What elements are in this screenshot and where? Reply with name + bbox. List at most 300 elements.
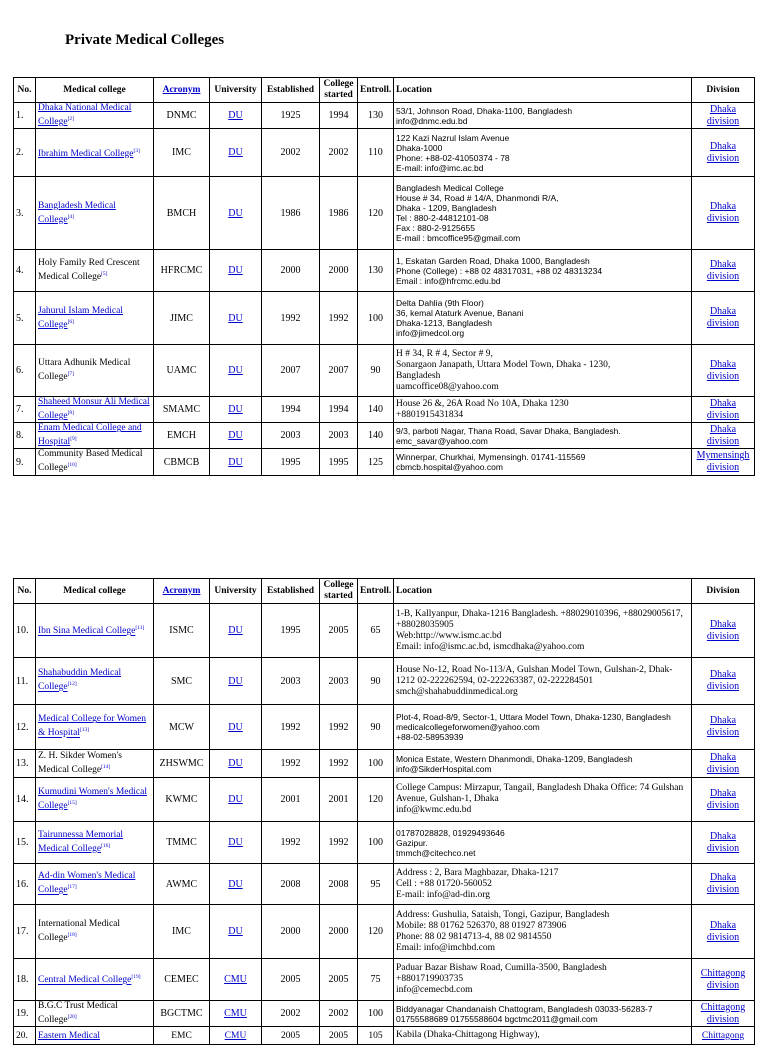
college-name[interactable]: Shahabuddin Medical College <box>38 668 122 693</box>
header-no: No. <box>14 579 36 604</box>
row-number: 8. <box>14 423 36 449</box>
college-name-cell <box>36 864 154 905</box>
college-name-cell <box>36 103 154 129</box>
row-number: 6. <box>14 345 36 397</box>
row-number: 10. <box>14 604 36 658</box>
university-cell <box>210 750 262 778</box>
college-name-cell <box>36 345 154 397</box>
acronym: BMCH <box>154 177 210 250</box>
division-link[interactable]: Chittagong division <box>700 967 746 991</box>
started: 2005 <box>320 604 358 658</box>
university-link[interactable]: DU <box>228 312 243 324</box>
header-college: Medical college <box>36 579 154 604</box>
division-cell <box>692 658 755 705</box>
location: House No-12, Road No-113/A, Gulshan Model Town, Gulshan-2, Dhak-1212 02-222262594, 02-222263387, 02-222284501 smch@shahabuddinmedical.org <box>394 658 692 705</box>
started: 2002 <box>320 1001 358 1027</box>
enroll: 75 <box>358 959 394 1001</box>
division-cell <box>692 864 755 905</box>
university-cell <box>210 1001 262 1027</box>
established: 2005 <box>262 1027 320 1045</box>
started: 1992 <box>320 750 358 778</box>
row-number: 9. <box>14 449 36 475</box>
reference-link[interactable]: [17] <box>67 884 77 891</box>
started: 1992 <box>320 292 358 345</box>
enroll: 140 <box>358 397 394 423</box>
division-link[interactable]: Dhaka division <box>706 306 740 330</box>
university-link[interactable]: DU <box>228 147 243 159</box>
row-number: 13. <box>14 750 36 778</box>
college-name[interactable]: Ibn Sina Medical College <box>38 626 136 637</box>
college-name: Z. H. Sikder Women's Medical College <box>38 750 122 776</box>
location: Kabila (Dhaka-Chittagong Highway), <box>394 1027 692 1045</box>
acronym: EMC <box>154 1027 210 1045</box>
location: Address: Gushulia, Sataish, Tongi, Gazipur, Bangladesh Mobile: 88 01762 526370, 88 01927 873906 Phone: 88 02 9814713-4, 88 02 9814550 Email: info@imchbd.com <box>394 905 692 959</box>
college-row <box>14 959 755 1001</box>
division-cell <box>692 822 755 864</box>
acronym: CEMEC <box>154 959 210 1001</box>
row-number: 20. <box>14 1027 36 1045</box>
enroll: 110 <box>358 129 394 177</box>
started: 2005 <box>320 959 358 1001</box>
enroll: 120 <box>358 778 394 822</box>
started: 1994 <box>320 103 358 129</box>
division-link[interactable]: Dhaka division <box>706 358 740 382</box>
university-cell <box>210 822 262 864</box>
location: H # 34, R # 4, Sector # 9, Sonargaon Janapath, Uttara Model Town, Dhaka - 1230, Bangladesh uamcoffice08@yahoo.com <box>394 345 692 397</box>
established: 2003 <box>262 423 320 449</box>
established: 2008 <box>262 864 320 905</box>
header-division: Division <box>692 78 755 103</box>
started: 2005 <box>320 1027 358 1045</box>
row-number: 1. <box>14 103 36 129</box>
enroll: 65 <box>358 604 394 658</box>
college-name-cell <box>36 658 154 705</box>
college-name[interactable]: Shaheed Monsur Ali Medical College <box>38 397 150 422</box>
enroll: 100 <box>358 822 394 864</box>
college-name-cell <box>36 1001 154 1027</box>
header-college: Medical college <box>36 78 154 103</box>
university-link[interactable]: DU <box>228 675 243 687</box>
college-name-cell <box>36 449 154 475</box>
division-link[interactable]: Dhaka division <box>706 103 740 127</box>
header-row <box>14 78 755 103</box>
location: Paduar Bazar Bishaw Road, Cumilla-3500, Bangladesh +8801719903735 info@cemecbd.com <box>394 959 692 1001</box>
acronym: ISMC <box>154 604 210 658</box>
started: 1992 <box>320 822 358 864</box>
university-link[interactable]: DU <box>228 110 243 122</box>
established: 2001 <box>262 778 320 822</box>
college-name[interactable]: Medical College for Women & Hospital <box>38 714 147 739</box>
college-row <box>14 750 755 778</box>
reference-link[interactable]: [20] <box>67 1014 77 1020</box>
reference-link[interactable]: [3] <box>133 147 140 154</box>
location: 53/1, Johnson Road, Dhaka-1100, Bangladesh info@dnmc.edu.bd <box>394 103 692 129</box>
division-cell <box>692 705 755 750</box>
header-university: University <box>210 579 262 604</box>
college-row <box>14 1001 755 1027</box>
division-link[interactable]: Dhaka division <box>706 751 740 775</box>
college-row <box>14 864 755 905</box>
header-enroll: Entroll. <box>358 579 394 604</box>
college-name: B.G.C Trust Medical College <box>38 1001 118 1026</box>
university-cell <box>210 449 262 475</box>
division-link[interactable]: Chittagong <box>701 1030 745 1041</box>
acronym: SMAMC <box>154 397 210 423</box>
division-cell <box>692 750 755 778</box>
college-name[interactable]: Dhaka National Medical College <box>38 103 132 128</box>
college-row <box>14 250 755 292</box>
location: Delta Dahlia (9th Floor) 36, kemal Ataturk Avenue, Banani Dhaka-1213, Bangladesh info@jimedcol.org <box>394 292 692 345</box>
started: 2007 <box>320 345 358 397</box>
college-row <box>14 345 755 397</box>
reference-link[interactable]: [2] <box>67 116 74 122</box>
acronym: AWMC <box>154 864 210 905</box>
university-cell <box>210 778 262 822</box>
established: 2007 <box>262 345 320 397</box>
university-link[interactable]: DU <box>228 926 243 937</box>
acronym: CBMCB <box>154 449 210 475</box>
university-link[interactable]: DU <box>228 758 243 769</box>
division-link[interactable]: Dhaka division <box>706 140 740 164</box>
college-name[interactable]: Eastern Medical <box>38 1030 100 1041</box>
university-cell <box>210 397 262 423</box>
university-link[interactable]: DU <box>228 430 243 442</box>
established: 1925 <box>262 103 320 129</box>
header-acronym[interactable]: Acronym <box>154 579 210 604</box>
row-number: 17. <box>14 905 36 959</box>
university-cell <box>210 250 262 292</box>
university-cell <box>210 1027 262 1045</box>
enroll: 90 <box>358 658 394 705</box>
reference-link[interactable]: [12] <box>67 681 77 688</box>
division-link[interactable]: Dhaka division <box>706 258 740 282</box>
college-name[interactable]: Ad-din Women's Medical College <box>38 871 136 896</box>
header-university: University <box>210 78 262 103</box>
header-established: Established <box>262 579 320 604</box>
location: Monica Estate, Western Dhanmondi, Dhaka-1209, Bangladesh info@SikderHospital.com <box>394 750 692 778</box>
reference-link[interactable]: [13] <box>79 727 90 734</box>
university-cell <box>210 423 262 449</box>
established: 1992 <box>262 822 320 864</box>
reference-link[interactable]: [5] <box>101 271 108 278</box>
college-name-cell <box>36 292 154 345</box>
acronym: DNMC <box>154 103 210 129</box>
college-name[interactable]: Ibrahim Medical College <box>38 148 134 159</box>
college-name-cell <box>36 250 154 292</box>
row-number: 12. <box>14 705 36 750</box>
college-name-cell <box>36 959 154 1001</box>
university-link[interactable]: CMU <box>224 974 247 985</box>
acronym: SMC <box>154 658 210 705</box>
started: 1994 <box>320 397 358 423</box>
university-link[interactable]: DU <box>228 365 243 377</box>
division-cell <box>692 423 755 449</box>
established: 2002 <box>262 1001 320 1027</box>
college-name[interactable]: Jahurul Islam Medical College <box>38 305 123 330</box>
started: 2003 <box>320 423 358 449</box>
division-cell <box>692 1001 755 1027</box>
header-acronym[interactable]: Acronym <box>154 78 210 103</box>
established: 1994 <box>262 397 320 423</box>
division-link[interactable]: Dhaka division <box>706 201 740 225</box>
reference-link[interactable]: [14] <box>101 763 111 770</box>
established: 1995 <box>262 449 320 475</box>
enroll: 100 <box>358 750 394 778</box>
division-cell <box>692 604 755 658</box>
university-link[interactable]: DU <box>228 625 243 636</box>
established: 1992 <box>262 705 320 750</box>
header-enroll: Entroll. <box>358 78 394 103</box>
college-row <box>14 778 755 822</box>
started: 1995 <box>320 449 358 475</box>
reference-link[interactable]: [10] <box>67 462 77 469</box>
row-number: 11. <box>14 658 36 705</box>
division-link[interactable]: Dhaka division <box>706 618 740 642</box>
university-link[interactable]: DU <box>228 878 243 890</box>
college-row <box>14 423 755 449</box>
division-cell <box>692 103 755 129</box>
division-link[interactable]: Dhaka division <box>706 872 740 895</box>
acronym: HFRCMC <box>154 250 210 292</box>
established: 2002 <box>262 129 320 177</box>
acronym: ZHSWMC <box>154 750 210 778</box>
college-name-cell <box>36 822 154 864</box>
division-link[interactable]: Dhaka division <box>706 397 740 421</box>
header-location: Location <box>394 579 692 604</box>
colleges-table-2 <box>13 578 755 1045</box>
division-link[interactable]: Chittagong division <box>700 1001 746 1025</box>
university-cell <box>210 864 262 905</box>
college-name[interactable]: Enam Medical College and Hospital <box>38 423 142 448</box>
division-cell <box>692 250 755 292</box>
established: 1992 <box>262 750 320 778</box>
college-name[interactable]: Bangladesh Medical College <box>38 200 116 225</box>
university-cell <box>210 345 262 397</box>
acronym: EMCH <box>154 423 210 449</box>
reference-link[interactable]: [11] <box>135 625 145 632</box>
college-name-cell <box>36 1027 154 1045</box>
college-row <box>14 449 755 475</box>
acronym: IMC <box>154 129 210 177</box>
division-cell <box>692 959 755 1001</box>
location: Biddyanagar Chandanaish Chattogram, Bangladesh 03033-56283-7 01755588689 01755588604 bgctmc2011@gmail.com <box>394 1001 692 1027</box>
division-cell <box>692 129 755 177</box>
enroll: 105 <box>358 1027 394 1045</box>
row-number: 15. <box>14 822 36 864</box>
division-link[interactable]: Dhaka division <box>706 787 740 811</box>
college-name: Holy Family Red Crescent Medical College <box>38 258 140 283</box>
university-link[interactable]: DU <box>228 837 243 848</box>
college-name-cell <box>36 177 154 250</box>
division-link[interactable]: Dhaka division <box>706 830 740 854</box>
college-row <box>14 822 755 864</box>
location: House 26 &, 26A Road No 10A, Dhaka 1230 +8801915431834 <box>394 397 692 423</box>
enroll: 90 <box>358 345 394 397</box>
enroll: 130 <box>358 103 394 129</box>
division-cell <box>692 1027 755 1045</box>
college-name[interactable]: Tairunnessa Memorial Medical College <box>38 829 124 855</box>
reference-link[interactable]: [19] <box>131 974 141 981</box>
acronym: BGCTMC <box>154 1001 210 1027</box>
acronym: TMMC <box>154 822 210 864</box>
row-number: 5. <box>14 292 36 345</box>
established: 2000 <box>262 905 320 959</box>
row-number: 18. <box>14 959 36 1001</box>
division-link[interactable]: Dhaka division <box>706 669 740 692</box>
university-cell <box>210 905 262 959</box>
college-name[interactable]: Central Medical College <box>38 975 132 986</box>
university-cell <box>210 177 262 250</box>
division-cell <box>692 449 755 475</box>
acronym: MCW <box>154 705 210 750</box>
established: 2005 <box>262 959 320 1001</box>
row-number: 14. <box>14 778 36 822</box>
acronym: KWMC <box>154 778 210 822</box>
established: 1992 <box>262 292 320 345</box>
university-cell <box>210 103 262 129</box>
reference-link[interactable]: [6] <box>67 318 74 325</box>
college-name-cell <box>36 905 154 959</box>
university-link[interactable]: DU <box>228 265 243 277</box>
started: 2002 <box>320 129 358 177</box>
university-cell <box>210 658 262 705</box>
division-cell <box>692 292 755 345</box>
division-link[interactable]: Mymensingh division <box>696 450 750 474</box>
college-row <box>14 604 755 658</box>
acronym: JIMC <box>154 292 210 345</box>
college-name-cell <box>36 705 154 750</box>
header-started: College started <box>320 78 358 103</box>
location: 1, Eskatan Garden Road, Dhaka 1000, Bangladesh Phone (College) : +88 02 48317031, +88 02 48313234 Email : info@hfrcmc.edu.bd <box>394 250 692 292</box>
college-name-cell <box>36 604 154 658</box>
acronym: UAMC <box>154 345 210 397</box>
location: 01787028828, 01929493646 Gazipur. tmmch@citechco.net <box>394 822 692 864</box>
enroll: 100 <box>358 292 394 345</box>
college-name[interactable]: Kumudini Women's Medical College <box>38 786 147 812</box>
enroll: 125 <box>358 449 394 475</box>
college-row <box>14 1027 755 1045</box>
location: Address : 2, Bara Maghbazar, Dhaka-1217 Cell : +88 01720-560052 E-mail: info@ad-din.org <box>394 864 692 905</box>
location: 9/3, parboti Nagar, Thana Road, Savar Dhaka, Bangladesh. emc_savar@yahoo.com <box>394 423 692 449</box>
college-name-cell <box>36 778 154 822</box>
university-link[interactable]: CMU <box>224 1008 247 1020</box>
university-cell <box>210 129 262 177</box>
location: 122 Kazi Nazrul Islam Avenue Dhaka-1000 Phone: +88-02-41050374 - 78 E-mail: info@imc.ac.bd <box>394 129 692 177</box>
university-cell <box>210 292 262 345</box>
college-row <box>14 905 755 959</box>
university-cell <box>210 959 262 1001</box>
division-link[interactable]: Dhaka division <box>706 423 740 447</box>
division-cell <box>692 345 755 397</box>
university-link[interactable]: DU <box>228 456 243 468</box>
established: 2000 <box>262 250 320 292</box>
enroll: 140 <box>358 423 394 449</box>
college-row <box>14 129 755 177</box>
reference-link[interactable]: [4] <box>67 213 74 220</box>
university-link[interactable]: DU <box>228 404 243 416</box>
college-name: Community Based Medical College <box>38 449 143 474</box>
row-number: 7. <box>14 397 36 423</box>
colleges-table-1 <box>13 77 755 476</box>
college-row <box>14 705 755 750</box>
division-link[interactable]: Dhaka division <box>706 919 740 943</box>
header-no: No. <box>14 78 36 103</box>
acronym: IMC <box>154 905 210 959</box>
row-number: 19. <box>14 1001 36 1027</box>
header-started: College started <box>320 579 358 604</box>
established: 2003 <box>262 658 320 705</box>
university-cell <box>210 604 262 658</box>
reference-link[interactable]: [7] <box>67 371 74 378</box>
established: 1995 <box>262 604 320 658</box>
reference-link[interactable]: [18] <box>67 931 77 938</box>
university-link[interactable]: DU <box>228 207 243 219</box>
page-title: Private Medical Colleges <box>65 32 225 48</box>
header-established: Established <box>262 78 320 103</box>
location: Winnerpar, Churkhai, Mymensingh. 01741-115569 cbmcb.hospital@yahoo.com <box>394 449 692 475</box>
enroll: 90 <box>358 705 394 750</box>
location: 1-B, Kallyanpur, Dhaka-1216 Bangladesh. +88029010396, +88029005617, +88028035905 Web:http://www.ismc.ac.bd Email: info@ismc.ac.bd, ismcdhaka@yahoo.com <box>394 604 692 658</box>
enroll: 95 <box>358 864 394 905</box>
college-name: Uttara Adhunik Medical College <box>38 358 131 383</box>
college-name-cell <box>36 423 154 449</box>
started: 2000 <box>320 250 358 292</box>
started: 2008 <box>320 864 358 905</box>
college-name-cell <box>36 397 154 423</box>
row-number: 3. <box>14 177 36 250</box>
university-link[interactable]: DU <box>228 794 243 805</box>
college-row <box>14 177 755 250</box>
reference-link[interactable]: [15] <box>67 799 77 806</box>
college-row <box>14 292 755 345</box>
enroll: 100 <box>358 1001 394 1027</box>
division-cell <box>692 177 755 250</box>
started: 2000 <box>320 905 358 959</box>
row-number: 16. <box>14 864 36 905</box>
started: 2003 <box>320 658 358 705</box>
location: Plot-4, Road-8/9, Sector-1, Uttara Model Town, Dhaka-1230, Bangladesh medicalcollegeforwomen@yahoo.com +88-02-58953939 <box>394 705 692 750</box>
location: Bangladesh Medical College House # 34, Road # 14/A, Dhanmondi R/A, Dhaka - 1209, Bangladesh Tel : 880-2-44812101-08 Fax : 880-2-9125655 E-mail : bmcoffice95@gmail.com <box>394 177 692 250</box>
division-cell <box>692 905 755 959</box>
enroll: 120 <box>358 177 394 250</box>
row-number: 4. <box>14 250 36 292</box>
reference-link[interactable]: [16] <box>101 842 111 849</box>
row-number: 2. <box>14 129 36 177</box>
header-row <box>14 579 755 604</box>
started: 2001 <box>320 778 358 822</box>
established: 1986 <box>262 177 320 250</box>
college-name-cell <box>36 129 154 177</box>
started: 1986 <box>320 177 358 250</box>
division-link[interactable]: Dhaka division <box>706 715 740 738</box>
university-link[interactable]: DU <box>228 721 243 733</box>
college-row <box>14 658 755 705</box>
enroll: 130 <box>358 250 394 292</box>
header-division: Division <box>692 579 755 604</box>
reference-link[interactable]: [8] <box>67 410 74 417</box>
division-cell <box>692 397 755 423</box>
started: 1992 <box>320 705 358 750</box>
enroll: 120 <box>358 905 394 959</box>
division-cell <box>692 778 755 822</box>
college-row <box>14 103 755 129</box>
college-name-cell <box>36 750 154 778</box>
university-cell <box>210 705 262 750</box>
header-location: Location <box>394 78 692 103</box>
location: College Campus: Mirzapur, Tangail, Bangladesh Dhaka Office: 74 Gulshan Avenue, Gulshan-1, Dhaka info@kwmc.edu.bd <box>394 778 692 822</box>
university-link[interactable]: CMU <box>224 1030 247 1041</box>
reference-link[interactable]: [9] <box>70 436 77 443</box>
